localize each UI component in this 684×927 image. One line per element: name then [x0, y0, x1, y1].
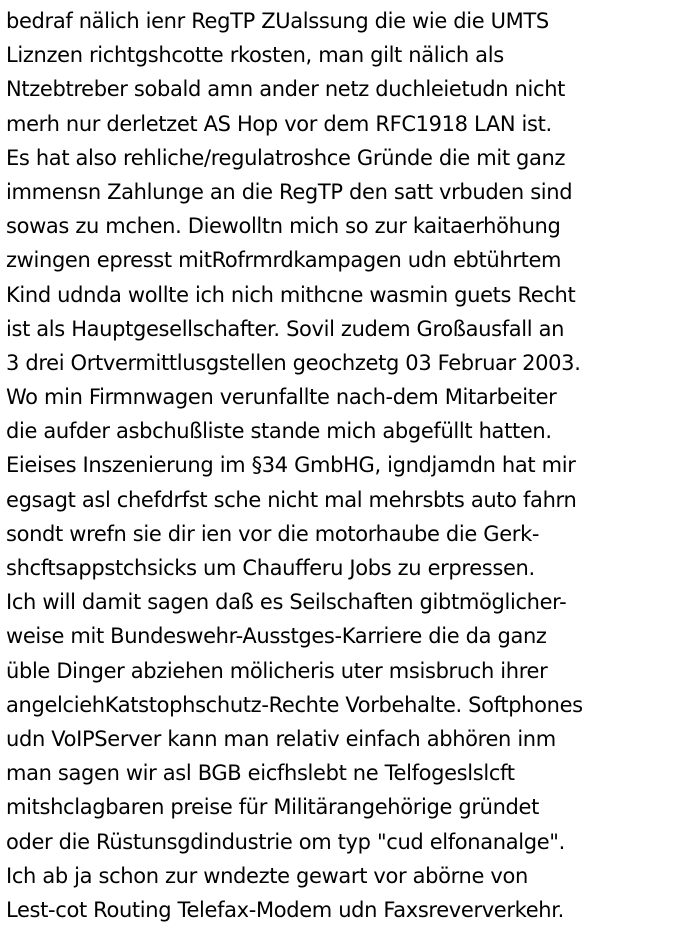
text-line: bedraf nälich ienr RegTP ZUalssung die wie die UMTS: [6, 9, 549, 33]
text-line: angelciehKatstophschutz-Rechte Vorbehalte. Softphones: [6, 692, 583, 717]
text-line: Wo min Firmnwagen verunfallte nach-dem Mitarbeiter: [6, 385, 557, 410]
text-line: sowas zu mchen. Diewolltn mich so zur kaitaerhöhung: [6, 214, 561, 239]
text-line: Kind udnda wollte ich nich mithcne wasmin guets Recht: [6, 282, 576, 307]
text-line: Lest-cot Routing Telefax-Modem udn Faxsreververkehr.: [6, 897, 564, 922]
text-line: Ich ab ja schon zur wndezte gewart vor abörne von: [6, 863, 528, 888]
text-line: egsagt asl chefdrfst sche nicht mal mehrsbts auto fahrn: [6, 487, 577, 512]
text-line: weise mit Bundeswehr-Ausstges-Karriere die da ganz: [6, 624, 547, 649]
text-line: Ntzebtreber sobald amn ander netz duchleietudn nicht: [6, 77, 566, 102]
text-line: immensn Zahlunge an die RegTP den satt vrbuden sind: [6, 179, 573, 204]
body-text: [6, 4, 682, 927]
text-line: üble Dinger abziehen mölicheris uter msisbruch ihrer: [6, 658, 548, 683]
text-line: die aufder asbchußliste stande mich abgefüllt hatten.: [6, 419, 552, 444]
text-line: merh nur derletzet AS Hop vor dem RFC1918 LAN ist.: [6, 111, 552, 136]
text-line: oder die Rüstunsgdindustrie om typ "cud elfonanalge".: [6, 829, 565, 854]
text-line: udn VoIPServer kann man relativ einfach abhören inm: [6, 726, 556, 751]
text-line: Liznzen richtgshcotte rkosten, man gilt nälich als: [6, 43, 504, 68]
text-line: 3 drei Ortvermittlusgstellen geochzetg 03 Februar 2003.: [6, 350, 581, 375]
text-line: shcftsappstchsicks um Chaufferu Jobs zu erpressen.: [6, 556, 535, 580]
text-line: Ich will damit sagen daß es Seilschaften gibtmöglicher-: [6, 590, 567, 615]
text-line: man sagen wir asl BGB eicfhslebt ne Telfogeslslcft: [6, 761, 515, 786]
text-line: Es hat also rehliche/regulatroshce Gründe die mit ganz: [6, 145, 566, 170]
text-line: ist als Hauptgesellschafter. Sovil zudem Großausfall an: [6, 316, 565, 341]
text-line: zwingen epresst mitRofrmrdkampagen udn ebtührtem: [6, 248, 562, 273]
text-line: mitshclagbaren preise für Militärangehörige gründet: [6, 795, 539, 820]
text-line: sondt wrefn sie dir ien vor die motorhaube die Gerk-: [6, 521, 540, 546]
text-line: Eieises Inszenierung im §34 GmbHG, igndjamdn hat mir: [6, 453, 576, 478]
